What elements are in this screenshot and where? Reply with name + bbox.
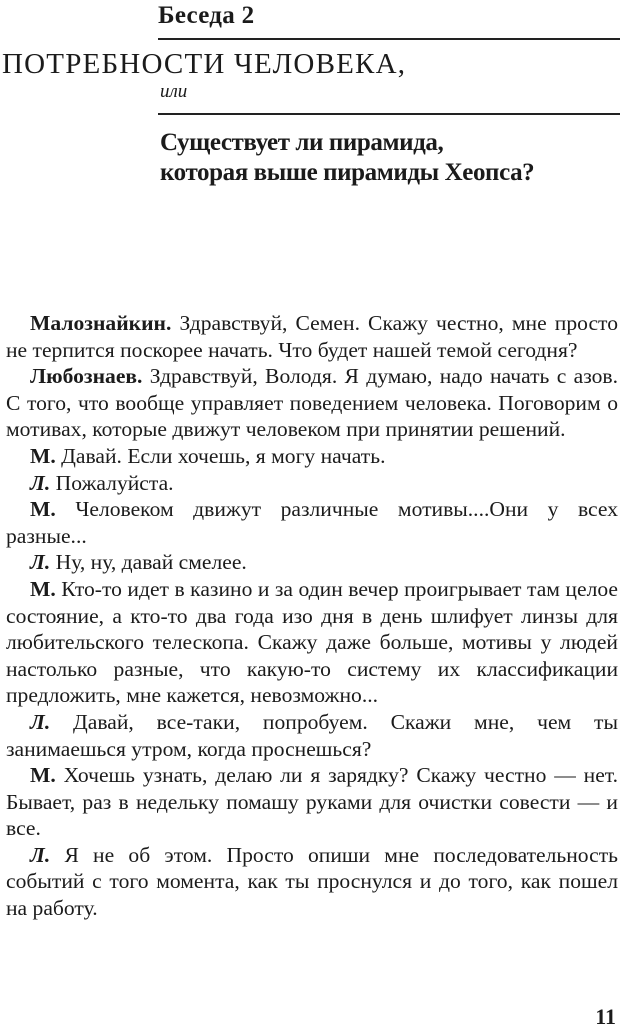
page-number: 11	[595, 1004, 616, 1029]
dialogue-paragraph	[6, 363, 618, 443]
paragraph-text: Давай. Если хочешь, я могу начать.	[55, 443, 386, 468]
or-word: или	[160, 81, 188, 102]
paragraph-text: Кто-то идет в казино и за один вечер проигрывает там целое состояние, а кто-то два года изо дня в день шлифует линзы для любительского телескопа. Скажу даже больше, мотивы у людей настолько разные, что какую-то систему их классификации предложить, мне кажется, невозможно...	[6, 576, 618, 708]
dialogue-paragraph	[6, 443, 618, 470]
body-text	[6, 310, 618, 922]
paragraph-text: Здравствуй, Володя. Я думаю, надо начать с азов. С того, что вообще управляет поведением человека. Поговорим о мотивах, которые движут человеком при принятии решений.	[6, 364, 618, 442]
paragraph-text: Здравствуй, Семен. Скажу честно, мне просто не терпится поскорее начать. Что будет нашей темой сегодня?	[6, 311, 618, 362]
dialogue-paragraph	[6, 470, 618, 497]
paragraph-text: Хочешь узнать, делаю ли я зарядку? Скажу честно — нет. Бывает, раз в недельку помашу руками для очистки совести — и все.	[6, 763, 618, 841]
paragraph-text: Человеком движут различные мотивы....Они у всех разные...	[6, 497, 618, 548]
paragraph-text: Ну, ну, давай смелее.	[50, 550, 247, 575]
speaker-name: М.	[30, 443, 56, 468]
speaker-name: Л.	[30, 842, 51, 867]
dialogue-paragraph	[6, 842, 618, 922]
subtitle	[160, 128, 534, 188]
dialogue-paragraph	[6, 310, 618, 363]
dialogue-paragraph	[6, 576, 618, 709]
mid-rule	[158, 113, 620, 115]
speaker-name: Л.	[30, 709, 51, 734]
dialogue-paragraph	[6, 762, 618, 842]
top-rule	[158, 38, 620, 40]
dialogue-paragraph	[6, 549, 618, 576]
paragraph-text: Пожалуйста.	[50, 470, 174, 495]
paragraph-text: Я не об этом. Просто опиши мне последовательность событий с того момента, как ты проснулся и до того, как пошел на работу.	[6, 842, 618, 921]
speaker-name: Любознаев.	[30, 364, 143, 389]
speaker-name: М.	[30, 763, 56, 788]
dialogue-paragraph	[6, 709, 618, 762]
speaker-name: М.	[30, 576, 56, 601]
subtitle-line-1: Существует ли пирамида,	[160, 129, 444, 156]
dialogue-paragraph	[6, 496, 618, 549]
speaker-name: М.	[30, 497, 56, 522]
speaker-name: Малознайкин.	[30, 311, 172, 335]
main-title: ПОТРЕБНОСТИ ЧЕЛОВЕКА,	[2, 48, 407, 80]
speaker-name: Л.	[30, 470, 51, 495]
paragraph-text: Давай, все-таки, попробуем. Скажи мне, чем ты занимаешься утром, когда проснешься?	[6, 709, 618, 761]
speaker-name: Л.	[30, 550, 51, 575]
chapter-label: Беседа 2	[158, 2, 255, 29]
subtitle-line-2: которая выше пирамиды Хеопса?	[160, 159, 535, 186]
